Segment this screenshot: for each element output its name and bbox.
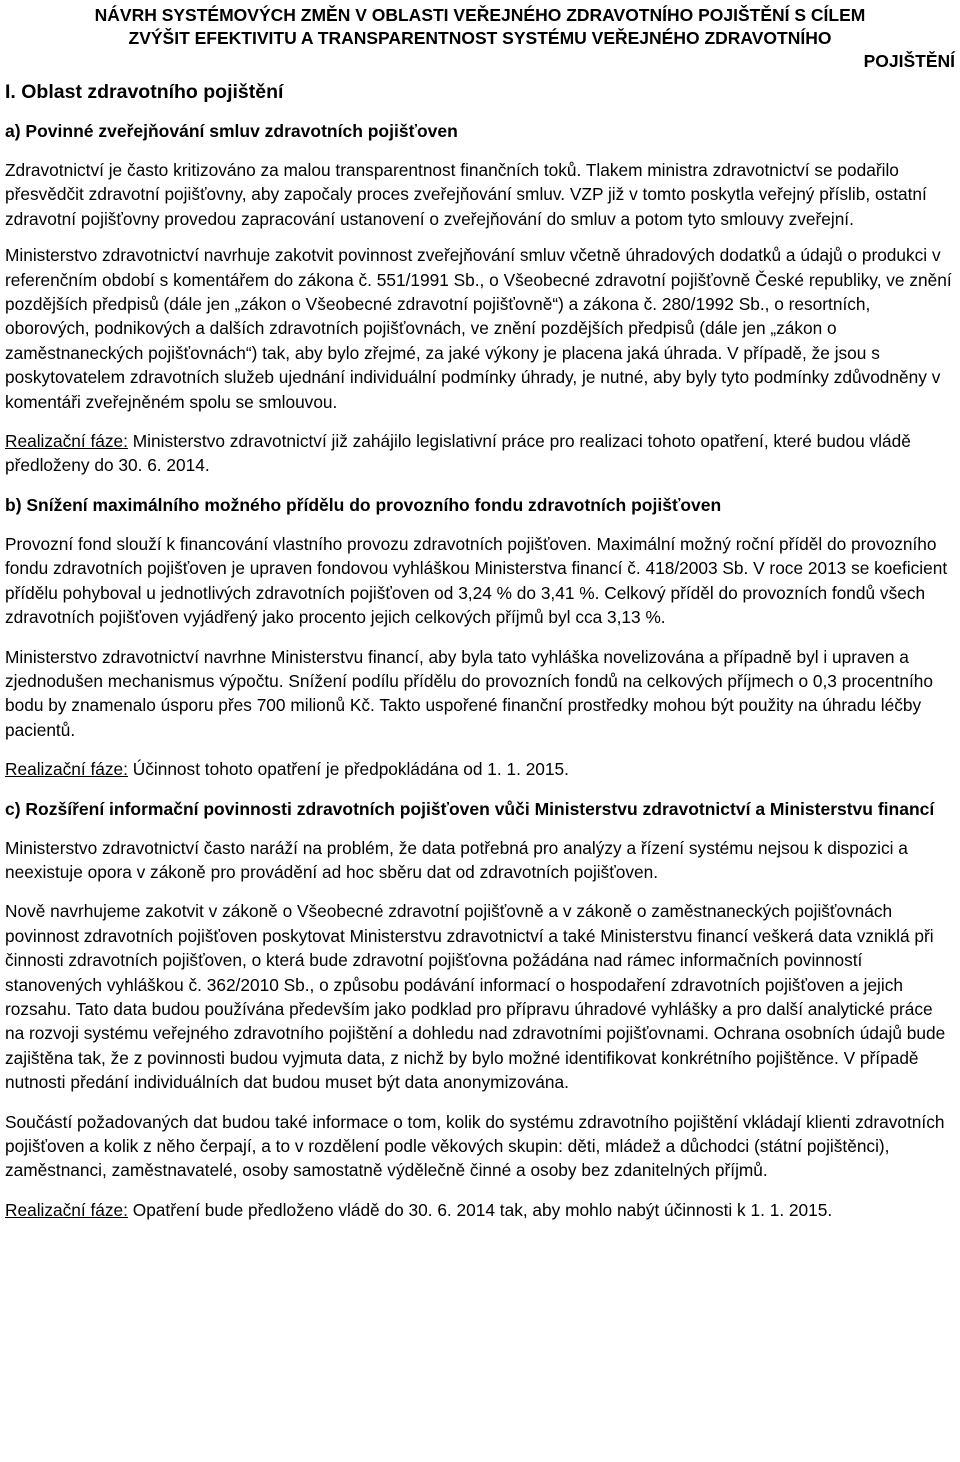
- section-a: [5, 119, 955, 478]
- sub-heading-b: b) Snížení maximálního možného přídělu do provozního fondu zdravotních pojišťoven: [5, 494, 722, 515]
- phase-text: Ministerstvo zdravotnictví již zahájilo legislativní práce pro realizaci tohoto opatření, které budou vládě předloženy do 30. 6. 2014.: [5, 431, 911, 476]
- phase-paragraph: [5, 757, 955, 781]
- document-page: [5, 4, 955, 1237]
- title-line: POJIŠTĚNÍ: [863, 51, 955, 71]
- phase-label: Realizační fáze:: [5, 431, 128, 452]
- phase-paragraph: [5, 1198, 955, 1222]
- sub-heading-c: c) Rozšíření informační povinnosti zdravotních pojišťoven vůči Ministerstvu zdravotnictví a Ministerstvu financí: [5, 798, 935, 819]
- paragraph: Ministerstvo zdravotnictví často naráží na problém, že data potřebná pro analýzy a řízení systému nejsou k dispozici a neexistuje opora v zákoně pro provádění ad hoc sběru dat od zdravotních pojišťoven.: [5, 837, 908, 882]
- paragraph: Zdravotnictví je často kritizováno za malou transparentnost finančních toků. Tlakem ministra zdravotnictví se podařilo přesvědčit zdravotní pojišťovny, aby započaly proces zveřejňování smluv. VZP již v tomto poskytla veřejný příslib, ostatní zdravotní pojišťovny provedou zapracování ustanovení o zveřejňování do smluv a potom tyto smlouvy zveřejní.: [5, 160, 927, 229]
- paragraph: Součástí požadovaných dat budou také informace o tom, kolik do systému zdravotního pojištění vkládají klienti zdravotních pojišťoven a kolik z něho čerpají, a to v rozdělení podle věkových skupin: děti, mládež a důchodci (státní pojištěnci), zaměstnanci, zaměstnavatelé, osoby samostatně výdělečně činné a osoby bez zdanitelných příjmů.: [5, 1111, 945, 1181]
- section-b: [5, 493, 955, 782]
- phase-paragraph: [5, 429, 955, 478]
- title-line: ZVÝŠIT EFEKTIVITU A TRANSPARENTNOST SYSTÉMU VEŘEJNÉHO ZDRAVOTNÍHO: [128, 28, 832, 48]
- paragraph: Ministerstvo zdravotnictví navrhne Ministerstvu financí, aby byla tato vyhláška novelizována a případně byl i upraven a zjednodušen mechanismus výpočtu. Snížení podílu přídělu do provozních fondů na celkových příjmech o 0,3 procentního bodu by znamenalo úsporu přes 700 milionů Kč. Takto uspořené finanční prostředky mohou být použity na úhradu léčby pacientů.: [5, 646, 933, 740]
- paragraph: Nově navrhujeme zakotvit v zákoně o Všeobecné zdravotní pojišťovně a v zákoně o zaměstnaneckých pojišťovnách povinnost zdravotních pojišťoven poskytovat Ministerstvu zdravotnictví a také Ministerstvu financí veškerá data vzniklá při činnosti zdravotních pojišťoven, o která bude zdravotní pojišťovna požádána nad rámec informačních povinností stanovených vyhláškou č. 362/2010 Sb., o způsobu podávání informací o hospodaření zdravotních pojišťoven a jejich rozsahu. Tato data budou používána především jako podklad pro přípravu úhradové vyhlášky a pro další analytické práce na rozvoji systému veřejného zdravotního pojištění a dohledu nad zdravotními pojišťovnami. Ochrana osobních údajů bude zajištěna tak, že z povinnosti budou vyjmuta data, z nichž by bylo možné identifikovat konkrétního pojištěnce. V případě nutnosti předání individuálních dat budou muset být data anonymizována.: [5, 901, 946, 1093]
- phase-label: Realizační fáze:: [5, 759, 128, 780]
- phase-label: Realizační fáze:: [5, 1199, 128, 1220]
- sub-heading-a: a) Povinné zveřejňování smluv zdravotních pojišťoven: [5, 121, 458, 141]
- title-line: NÁVRH SYSTÉMOVÝCH ZMĚN V OBLASTI VEŘEJNÉHO ZDRAVOTNÍHO POJIŠTĚNÍ S CÍLEM: [94, 5, 866, 25]
- document-title: [5, 4, 955, 73]
- section-heading: I. Oblast zdravotního pojištění: [5, 81, 284, 103]
- section-c: [5, 797, 955, 1223]
- phase-text: Opatření bude předloženo vládě do 30. 6. 2014 tak, aby mohlo nabýt účinnosti k 1. 1. 2015.: [127, 1199, 833, 1220]
- paragraph: Provozní fond slouží k financování vlastního provozu zdravotních pojišťoven. Maximální možný roční příděl do provozního fondu zdravotních pojišťoven je upraven fondovou vyhláškou Ministerstva financí č. 418/2003 Sb. V roce 2013 se koeficient přídělu pohyboval u jednotlivých zdravotních pojišťoven od 3,24 % do 3,41 %. Celkový příděl do provozních fondů všech zdravotních pojišťoven vyjádřený jako procento jejich celkových příjmů byl cca 3,13 %.: [5, 533, 948, 628]
- paragraph: Ministerstvo zdravotnictví navrhuje zakotvit povinnost zveřejňování smluv včetně úhradových dodatků a údajů o produkci v referenčním období s komentářem do zákona č. 551/1991 Sb., o Všeobecné zdravotní pojišťovně České republiky, ve znění pozdějších předpisů (dále jen „zákon o Všeobecné zdravotní pojišťovně“) a zákona č. 280/1992 Sb., o resortních, oborových, podnikových a dalších zdravotních pojišťovnách, ve znění pozdějších předpisů (dále jen „zákon o zaměstnaneckých pojišťovnách“) tak, aby bylo zřejmé, za jaké výkony je placena jaká úhrada. V případě, že jsou s poskytovatelem zdravotních služeb ujednání individuální podmínky úhrady, je nutné, aby byly tyto podmínky zdůvodněny v komentáři zveřejněném spolu se smlouvou.: [5, 245, 952, 412]
- phase-text: Účinnost tohoto opatření je předpokládána od 1. 1. 2015.: [127, 759, 569, 780]
